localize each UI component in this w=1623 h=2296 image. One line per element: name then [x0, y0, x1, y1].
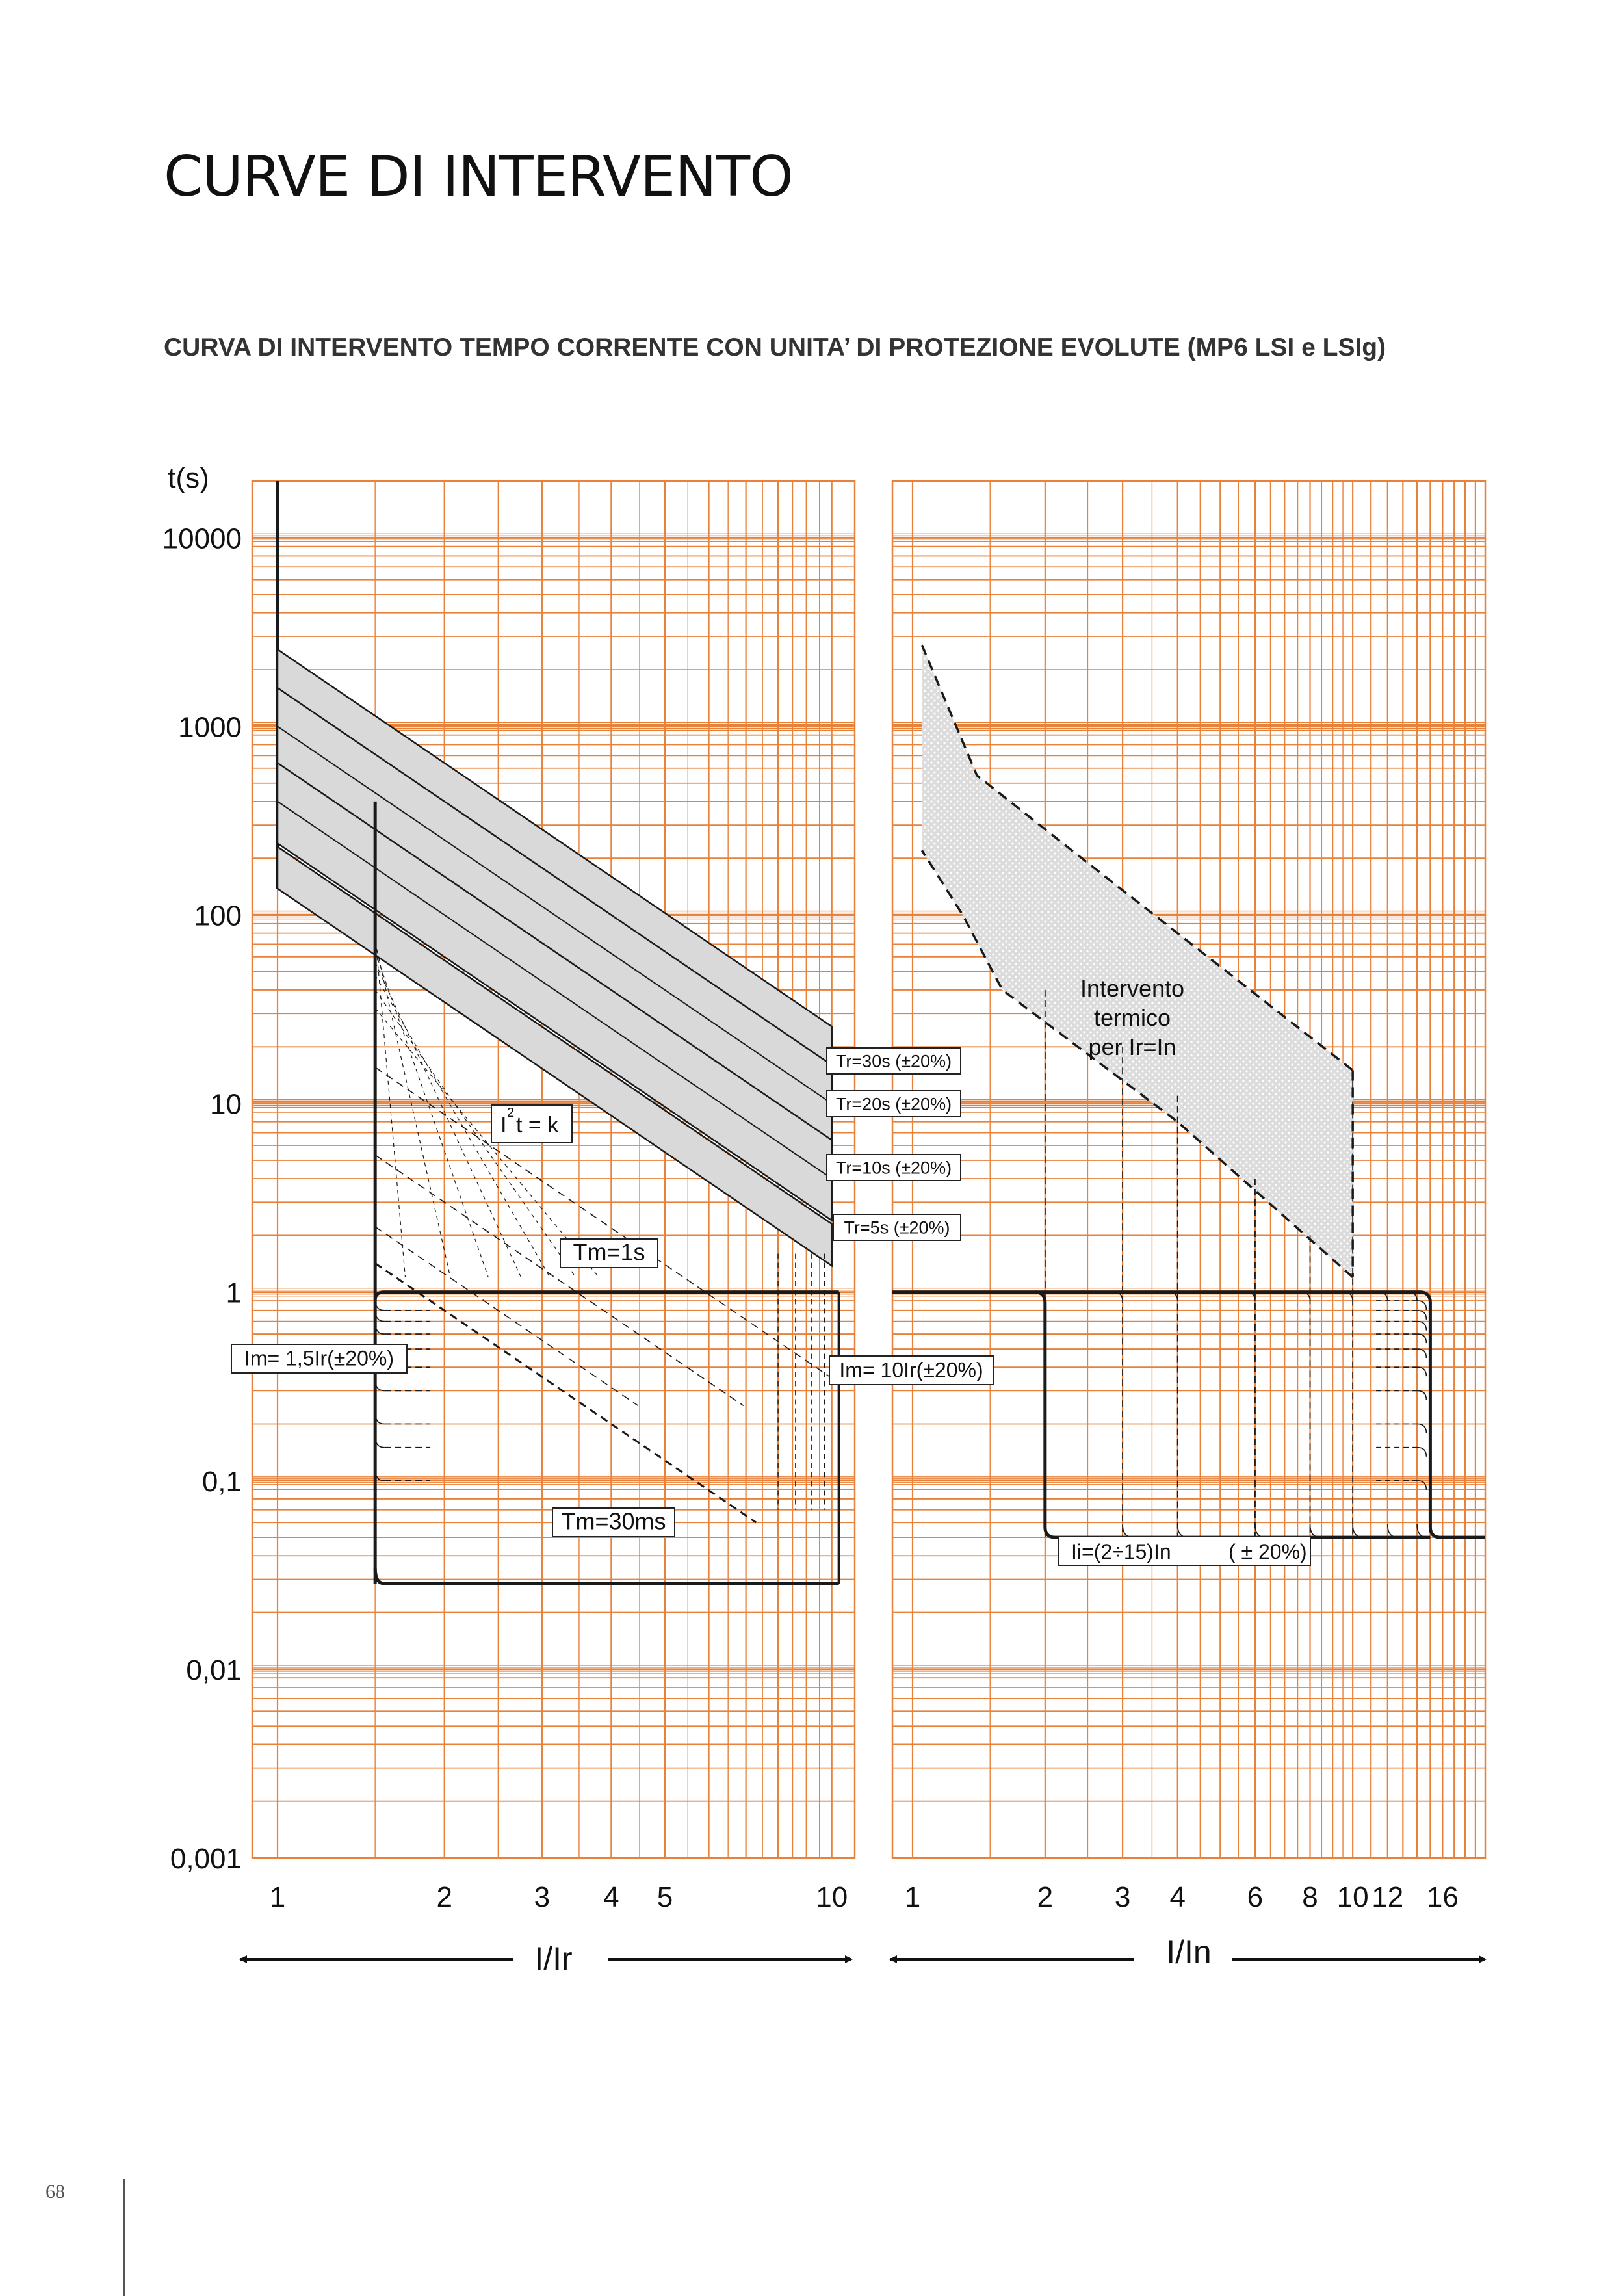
label-tr5: Tr=5s (±20%)	[844, 1218, 950, 1238]
thermal-zone-label-line: Intervento	[1080, 975, 1185, 1002]
y-axis-label: t(s)	[168, 462, 209, 494]
label-i2t-exp: 2	[507, 1106, 515, 1120]
page-title: CURVE DI INTERVENTO	[164, 144, 793, 209]
label-i2t: t = k	[516, 1113, 559, 1138]
page-number: 68	[45, 2181, 65, 2202]
x-axis-label-right: I/In	[1166, 1934, 1212, 1970]
grid-right	[892, 481, 1485, 1858]
x-tick-label-right: 6	[1247, 1881, 1264, 1913]
y-tick-label: 10	[210, 1088, 242, 1121]
label-tr20: Tr=20s (±20%)	[835, 1094, 952, 1114]
label-ii-tolerance: ( ± 20%)	[1228, 1540, 1307, 1563]
y-tick-label: 0,1	[201, 1465, 242, 1498]
y-tick-label: 10000	[162, 523, 242, 555]
x-tick-label-right: 4	[1169, 1881, 1186, 1913]
x-tick-label-left: 5	[656, 1881, 673, 1913]
x-tick-label-right: 10	[1336, 1881, 1369, 1913]
x-tick-label-right: 2	[1037, 1881, 1054, 1913]
page-subtitle: CURVA DI INTERVENTO TEMPO CORRENTE CON UNITA’ DI PROTEZIONE EVOLUTE (MP6 LSI e LSIg)	[164, 333, 1386, 361]
x-tick-label-left: 1	[269, 1881, 286, 1913]
label-ii: Ii=(2÷15)In	[1071, 1540, 1171, 1563]
x-tick-label-left: 4	[603, 1881, 619, 1913]
x-tick-label-right: 16	[1426, 1881, 1459, 1913]
y-tick-label: 1000	[178, 711, 242, 744]
x-tick-label-left: 2	[436, 1881, 452, 1913]
label-tr10: Tr=10s (±20%)	[835, 1158, 952, 1178]
y-tick-label: 0,001	[170, 1843, 242, 1875]
y-tick-label: 1	[226, 1277, 242, 1309]
label-tr30: Tr=30s (±20%)	[835, 1051, 952, 1071]
y-tick-label: 0,01	[186, 1654, 242, 1686]
x-tick-label-right: 1	[904, 1881, 921, 1913]
label-im-min: Im= 1,5Ir(±20%)	[244, 1346, 395, 1370]
label-im-max: Im= 10Ir(±20%)	[839, 1358, 983, 1382]
right-grid-frame	[892, 481, 1485, 1858]
label-i2t-symbol: I	[500, 1113, 507, 1138]
x-tick-label-right: 8	[1302, 1881, 1318, 1913]
label-tm-min: Tm=30ms	[561, 1507, 666, 1535]
thermal-zone-label-line: termico	[1093, 1004, 1171, 1031]
x-tick-label-right: 12	[1371, 1881, 1404, 1913]
label-tm-max: Tm=1s	[573, 1238, 645, 1266]
x-axis-label-left: I/Ir	[534, 1940, 573, 1977]
page-rule	[123, 2179, 125, 2296]
x-tick-label-left: 3	[534, 1881, 551, 1913]
x-tick-label-left: 10	[816, 1881, 848, 1913]
y-tick-label: 100	[194, 900, 242, 932]
x-tick-label-right: 3	[1114, 1881, 1131, 1913]
thermal-zone-label-line: per Ir=In	[1088, 1034, 1176, 1060]
